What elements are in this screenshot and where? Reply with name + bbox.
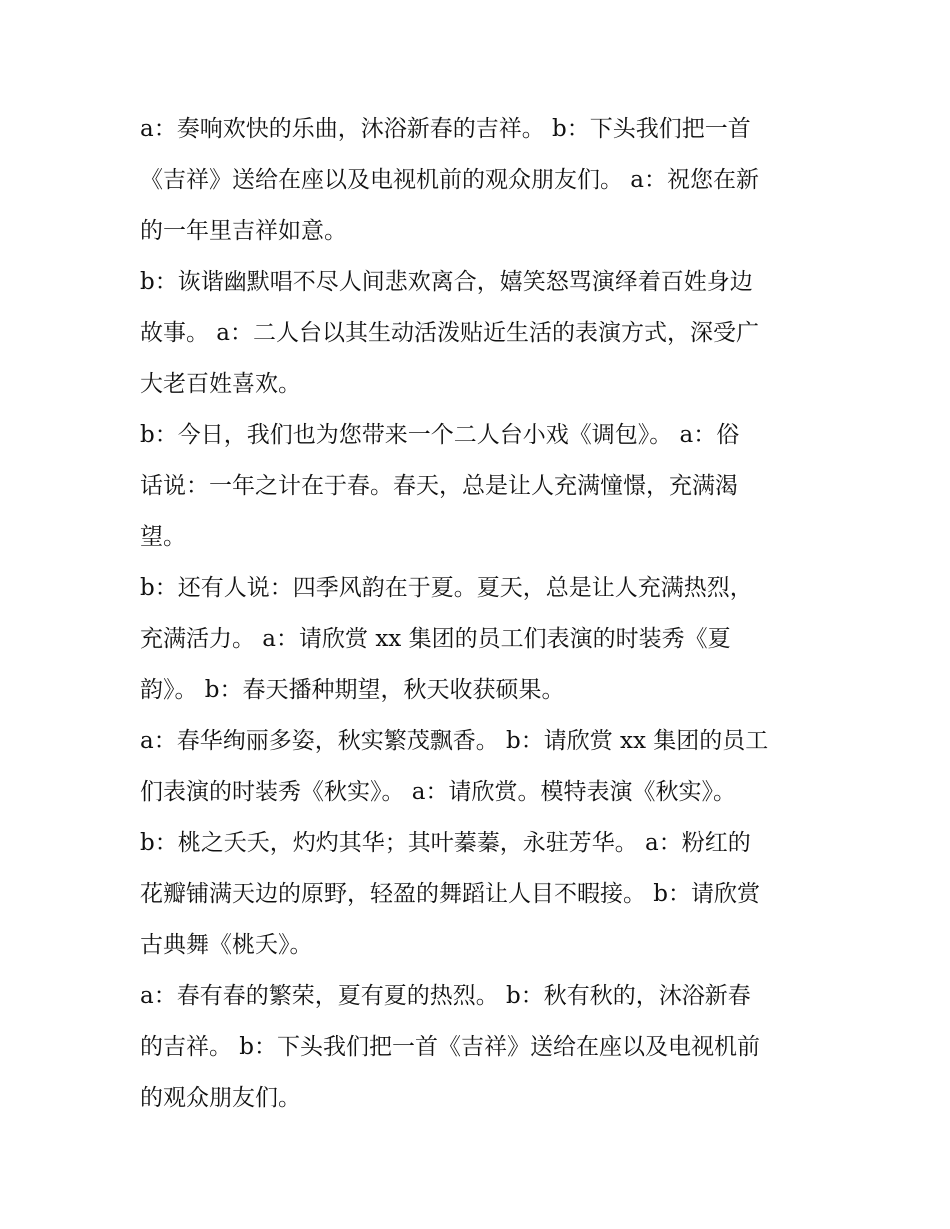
text-line: 的观众朋友们。 — [140, 1085, 301, 1111]
text-line: 古典舞《桃夭》。 — [140, 932, 313, 958]
text-line: 话说：一年之计在于春。春天，总是让人充满憧憬，充满渴 — [140, 473, 738, 499]
paragraph-4 — [140, 563, 815, 716]
document-body — [140, 104, 815, 1124]
text-line: b：今日，我们也为您带来一个二人台小戏《调包》。 a：俗 — [140, 422, 740, 448]
text-line: 们表演的时装秀《秋实》。 a：请欣赏。模特表演《秋实》。 — [140, 779, 737, 805]
paragraph-6 — [140, 818, 815, 971]
text-line: 充满活力。 a：请欣赏 xx 集团的员工们表演的时装秀《夏 — [140, 626, 731, 652]
text-line: b：桃之夭夭，灼灼其华；其叶蓁蓁，永驻芳华。 a：粉红的 — [140, 830, 751, 856]
paragraph-7 — [140, 971, 815, 1124]
paragraph-1 — [140, 104, 815, 257]
text-line: 故事。 a：二人台以其生动活泼贴近生活的表演方式，深受广 — [140, 320, 760, 346]
text-line: 的吉祥。 b：下头我们把一首《吉祥》送给在座以及电视机前 — [140, 1034, 761, 1060]
text-line: a：奏响欢快的乐曲，沐浴新春的吉祥。 b：下头我们把一首 — [140, 116, 751, 142]
text-line: a：春华绚丽多姿，秋实繁茂飘香。 b：请欣赏 xx 集团的员工 — [140, 728, 769, 754]
text-line: 花瓣铺满天边的原野，轻盈的舞蹈让人目不暇接。 b：请欣赏 — [140, 881, 761, 907]
text-line: 大老百姓喜欢。 — [140, 371, 301, 397]
text-line: 韵》。 b：春天播种期望，秋天收获硕果。 — [140, 677, 565, 703]
paragraph-5 — [140, 716, 815, 818]
text-line: 的一年里吉祥如意。 — [140, 218, 347, 244]
text-line: a：春有春的繁荣，夏有夏的热烈。 b：秋有秋的，沐浴新春 — [140, 983, 751, 1009]
text-line: b：还有人说：四季风韵在于夏。夏天，总是让人充满热烈， — [140, 575, 753, 601]
paragraph-2 — [140, 257, 815, 410]
paragraph-3 — [140, 410, 815, 563]
text-line: 望。 — [140, 524, 186, 550]
text-line: b：诙谐幽默唱不尽人间悲欢离合，嬉笑怒骂演绎着百姓身边 — [140, 269, 753, 295]
text-line: 《吉祥》送给在座以及电视机前的观众朋友们。 a：祝您在新 — [140, 167, 760, 193]
